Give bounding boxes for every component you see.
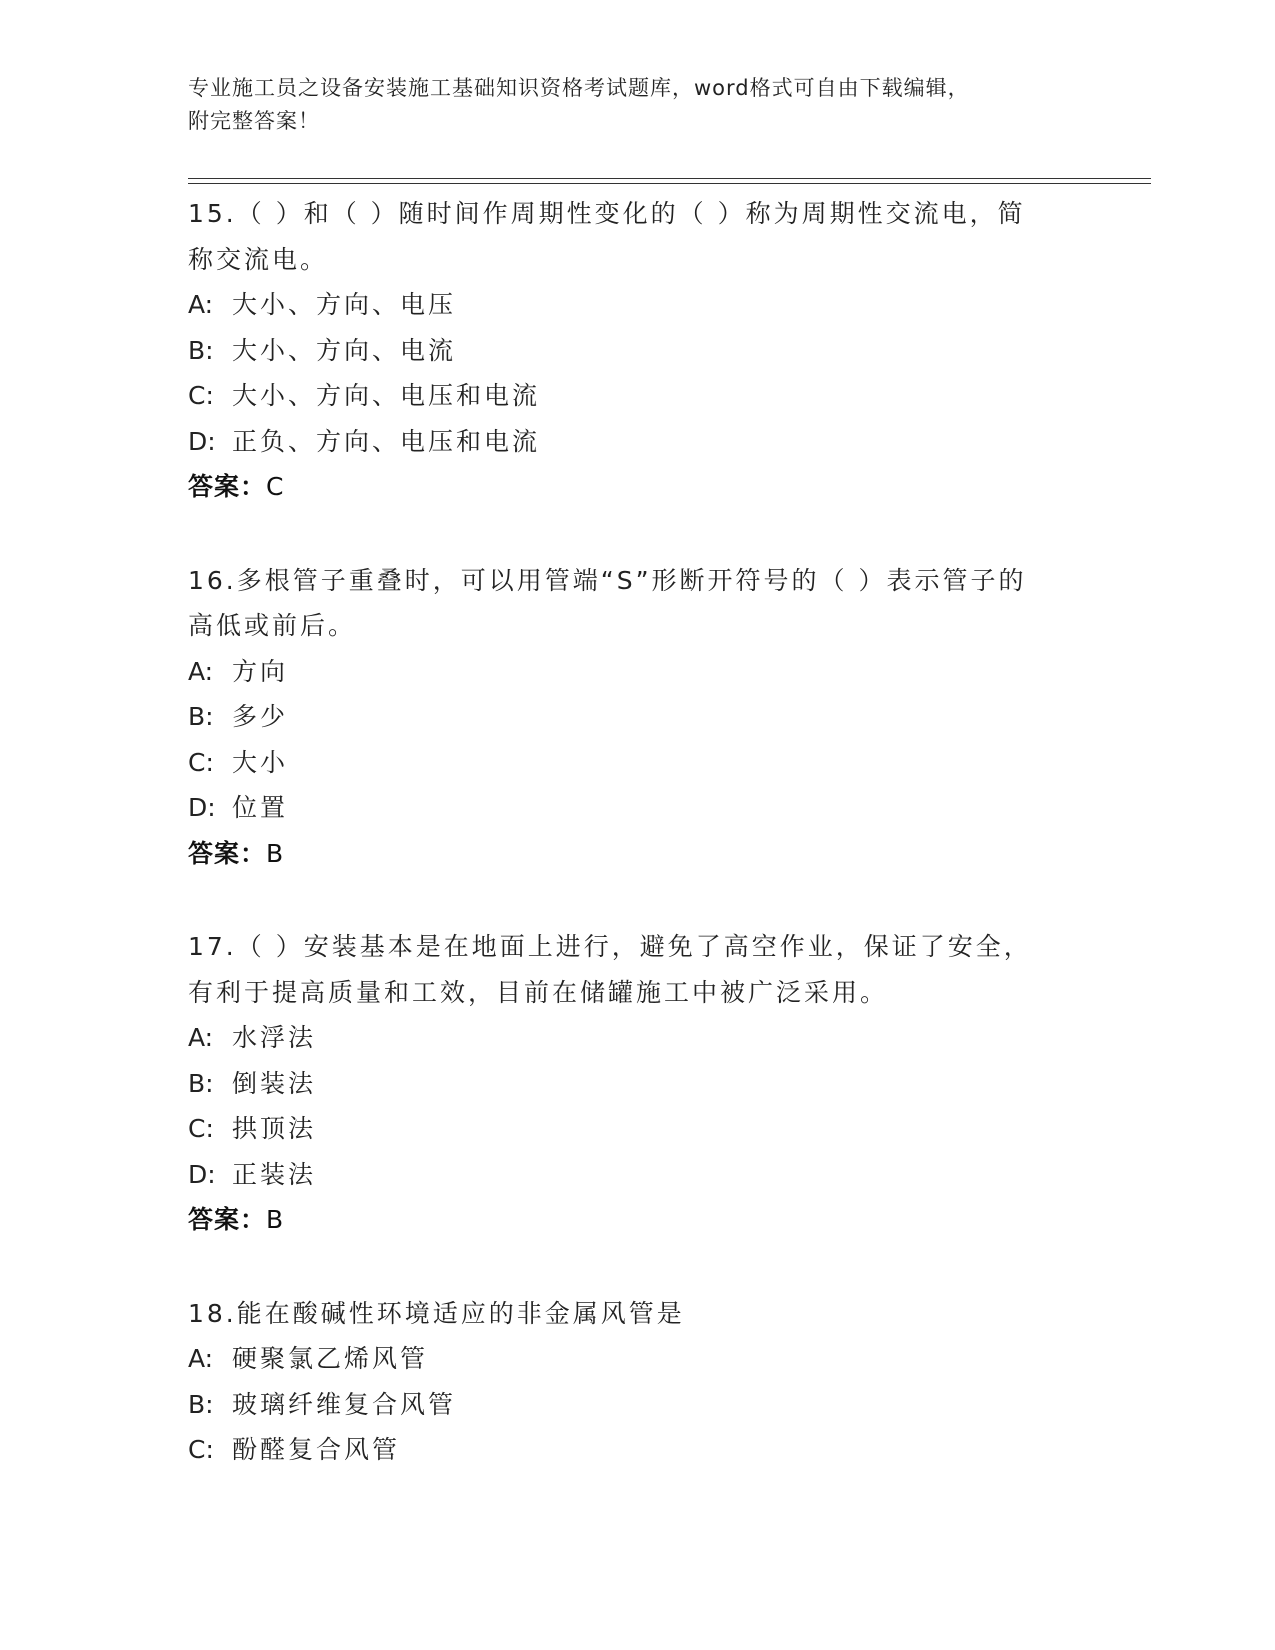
option-label: D: — [188, 426, 216, 456]
option-text: 酚醛复合风管 — [232, 1435, 401, 1464]
option-text: 玻璃纤维复合风管 — [232, 1389, 457, 1419]
header-line-1: 专业施工员之设备安装施工基础知识资格考试题库，word格式可自由下载编辑， — [188, 76, 970, 100]
question-gap — [188, 510, 1088, 555]
answer-label: 答案： — [188, 838, 267, 868]
option-a — [188, 282, 1088, 328]
question-text — [188, 1288, 1088, 1337]
question-text-line-2: 高低或前后。 — [188, 611, 357, 640]
option-label: A: — [188, 290, 214, 319]
document-header — [188, 72, 1088, 138]
option-c — [188, 373, 1088, 419]
option-text: 正装法 — [232, 1159, 317, 1189]
option-label: C: — [188, 1114, 214, 1143]
question-text-line-2: 称交流电。 — [188, 244, 329, 274]
option-label: D: — [188, 1159, 216, 1189]
question-16 — [188, 555, 1088, 877]
question-text-line-1: 16.多根管子重叠时，可以用管端“S”形断开符号的（ ）表示管子的 — [188, 565, 1027, 595]
answer-value: C — [266, 472, 285, 501]
option-label: A: — [188, 656, 214, 686]
question-17 — [188, 921, 1088, 1243]
answer-label: 答案： — [188, 472, 267, 501]
answer — [188, 464, 1088, 510]
option-text: 大小 — [232, 747, 289, 777]
option-text: 硬聚氯乙烯风管 — [232, 1344, 429, 1373]
option-label: C: — [188, 747, 214, 777]
answer — [188, 1197, 1088, 1243]
option-d — [188, 785, 1088, 831]
question-15 — [188, 188, 1088, 510]
header-line-2: 附完整答案！ — [188, 109, 320, 133]
answer-value: B — [266, 838, 285, 868]
option-a — [188, 649, 1088, 695]
option-b — [188, 1382, 1088, 1428]
option-text: 水浮法 — [232, 1023, 317, 1052]
option-text: 大小、方向、电压和电流 — [232, 381, 541, 410]
question-text-line-2: 有利于提高质量和工效，目前在储罐施工中被广泛采用。 — [188, 977, 889, 1007]
option-label: B: — [188, 335, 214, 365]
option-text: 大小、方向、电流 — [232, 335, 457, 365]
option-label: C: — [188, 381, 214, 410]
option-label: B: — [188, 702, 214, 731]
option-a — [188, 1336, 1088, 1382]
option-label: A: — [188, 1344, 214, 1373]
option-b — [188, 694, 1088, 740]
question-gap — [188, 876, 1088, 921]
question-text — [188, 188, 1088, 282]
question-text — [188, 555, 1088, 649]
answer — [188, 831, 1088, 877]
option-label: B: — [188, 1389, 214, 1419]
question-text-line-1: 17.（ ）安装基本是在地面上进行，避免了高空作业，保证了安全， — [188, 932, 1032, 961]
option-b — [188, 328, 1088, 374]
option-c — [188, 1427, 1088, 1473]
option-text: 正负、方向、电压和电流 — [232, 426, 541, 456]
option-text: 大小、方向、电压 — [232, 290, 457, 319]
question-18 — [188, 1288, 1088, 1473]
option-text: 拱顶法 — [232, 1114, 317, 1143]
option-c — [188, 1106, 1088, 1152]
option-b — [188, 1061, 1088, 1107]
option-d — [188, 419, 1088, 465]
question-list — [188, 188, 1088, 1473]
option-c — [188, 740, 1088, 786]
question-text-line-1: 18.能在酸碱性环境适应的非金属风管是 — [188, 1298, 685, 1328]
option-label: B: — [188, 1068, 214, 1098]
option-text: 多少 — [232, 702, 289, 731]
option-label: D: — [188, 793, 216, 822]
option-d — [188, 1152, 1088, 1198]
option-label: C: — [188, 1435, 214, 1464]
question-gap — [188, 1243, 1088, 1288]
option-text: 倒装法 — [232, 1068, 317, 1098]
option-label: A: — [188, 1023, 214, 1052]
header-rule-bottom — [188, 183, 1151, 184]
header-rule-top — [188, 178, 1151, 179]
option-a — [188, 1015, 1088, 1061]
answer-label: 答案： — [188, 1205, 267, 1234]
option-text: 方向 — [232, 656, 289, 686]
question-text-line-1: 15.（ ）和（ ）随时间作周期性变化的（ ）称为周期性交流电，简 — [188, 199, 1026, 228]
answer-value: B — [266, 1205, 285, 1234]
question-text — [188, 921, 1088, 1015]
option-text: 位置 — [232, 793, 289, 822]
